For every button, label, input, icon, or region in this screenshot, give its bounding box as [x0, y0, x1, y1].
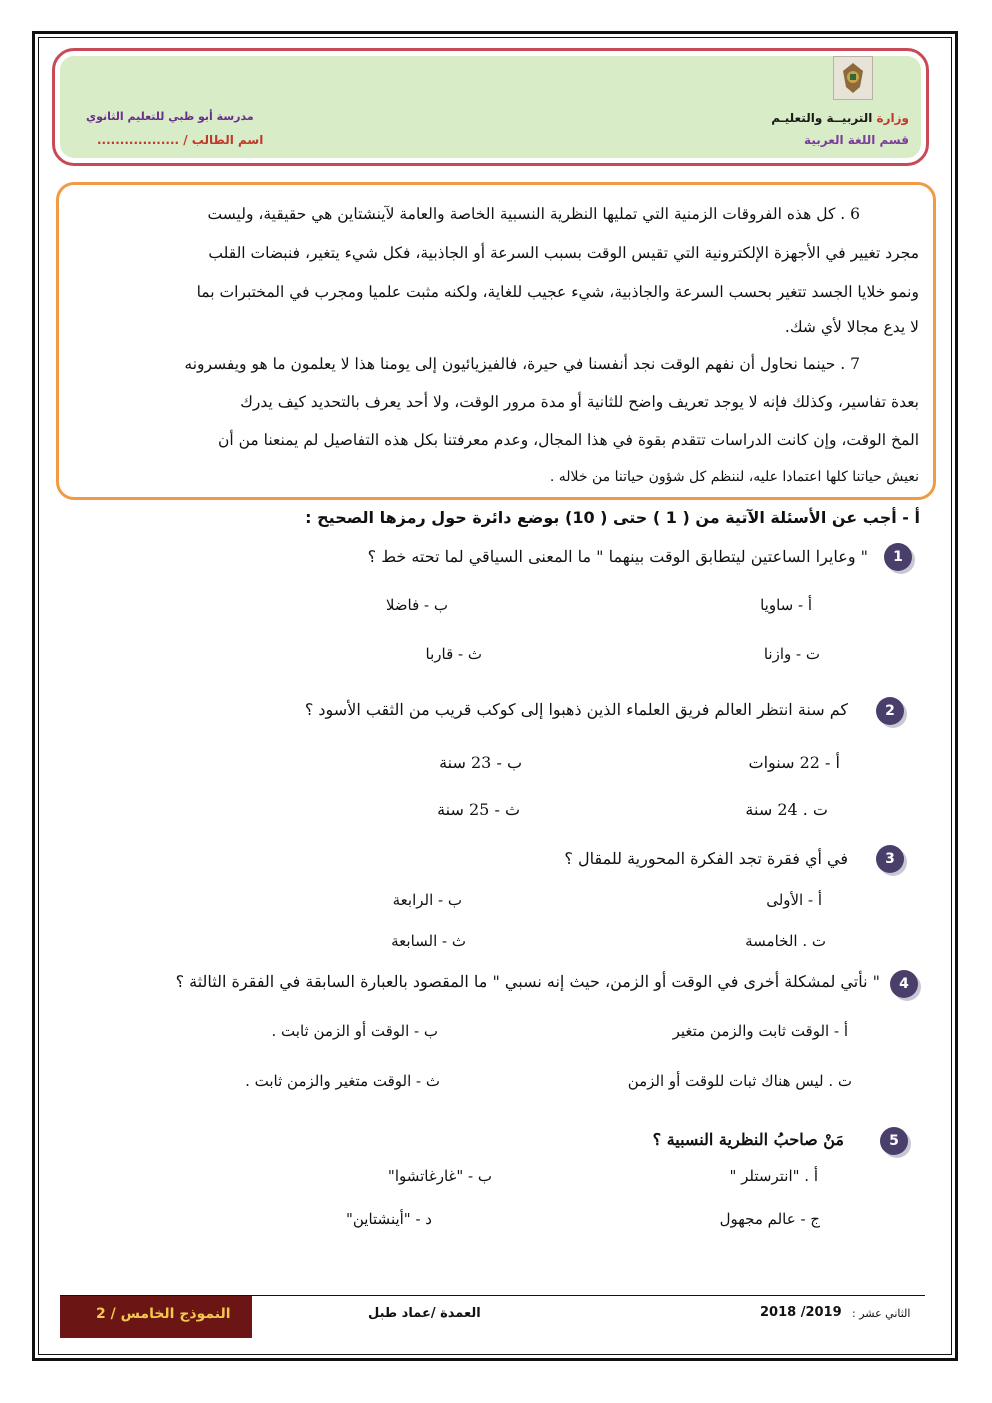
- question-number-badge: 2: [876, 697, 904, 725]
- passage-line: 6 . كل هذه الفروقات الزمنية التي تمليها النظرية النسبية الخاصة والعامة لآينشتاين هي حقيقية، وليست: [207, 205, 860, 223]
- school-name: مدرسة أبو ظبي للتعليم الثانوي: [86, 110, 254, 123]
- option-a[interactable]: أ . "انترستلر ": [729, 1167, 818, 1185]
- model-label: النموذج الخامس / 2: [96, 1306, 231, 1322]
- option-c[interactable]: ت - وازنا: [763, 645, 820, 663]
- ministry-education: التربيــة والتعليـم: [771, 111, 873, 125]
- question-number-badge: 4: [890, 970, 918, 998]
- option-a[interactable]: أ - ساويا: [760, 596, 812, 614]
- question-number-badge: 5: [880, 1127, 908, 1155]
- option-b[interactable]: ب - الوقت أو الزمن ثابت .: [271, 1022, 438, 1040]
- option-d[interactable]: ث - قاربا: [425, 645, 482, 663]
- option-c[interactable]: ت . ليس هناك ثبات للوقت أو الزمن: [627, 1072, 852, 1090]
- question-text: في أي فقرة تجد الفكرة المحورية للمقال ؟: [564, 849, 848, 868]
- question-text: كم سنة انتظر العالم فريق العلماء الذين ذهبوا إلى كوكب قريب من الثقب الأسود ؟: [304, 700, 848, 719]
- instructions-heading: أ - أجب عن الأسئلة الآتية من ( 1 ) حتى ( 10) بوضع دائرة حول رمزها الصحيح :: [305, 508, 920, 527]
- option-a[interactable]: أ - 22 سنوات: [748, 753, 840, 772]
- option-c[interactable]: ج - عالم مجهول: [719, 1210, 820, 1228]
- option-d[interactable]: ث - 25 سنة: [437, 800, 520, 819]
- question-number-badge: 1: [884, 543, 912, 571]
- grade-label: الثاني عشر :: [852, 1307, 911, 1320]
- passage-line: نعيش حياتنا كلها اعتمادا عليه، لننظم كل شؤون حياتنا من خلاله .: [549, 469, 919, 485]
- reading-passage: [56, 182, 936, 500]
- option-d[interactable]: ث - السابعة: [391, 932, 466, 950]
- option-a[interactable]: أ - الوقت ثابت والزمن متغير: [672, 1022, 848, 1040]
- option-d[interactable]: د - "أينشتاين": [345, 1210, 432, 1228]
- passage-line: ونمو خلايا الجسد تتغير بحسب السرعة والجاذبية، شيء عجيب للغاية، ولكنه مثبت علميا ومجرب في المختبرات بما: [196, 283, 919, 301]
- option-b[interactable]: ب - "غارغاتشوا": [387, 1167, 492, 1185]
- option-b[interactable]: ب - فاضلا: [385, 596, 448, 614]
- question-number-badge: 3: [876, 845, 904, 873]
- ministry-title: [771, 111, 909, 125]
- option-b[interactable]: ب - الرابعة: [392, 891, 462, 909]
- option-c[interactable]: ت . 24 سنة: [745, 800, 828, 819]
- department-label: قسم اللغة العربية: [804, 133, 909, 147]
- school-year: 2018 /2019: [760, 1305, 842, 1320]
- question-text: " نأتي لمشكلة أخرى في الوقت أو الزمن، حيث إنه نسبي " ما المقصود بالعبارة السابقة في الفقرة الثالثة ؟: [175, 972, 880, 991]
- emblem-icon: [833, 56, 873, 100]
- student-name-field[interactable]: اسم الطالب / ..................: [97, 133, 264, 147]
- question-text: مَنْ صاحبُ النظرية النسبية ؟: [652, 1130, 844, 1149]
- option-c[interactable]: ت . الخامسة: [745, 932, 826, 950]
- ministry-word: وزارة: [876, 111, 909, 125]
- passage-line: 7 . حينما نحاول أن نفهم الوقت نجد أنفسنا في حيرة، فالفيزيائيون إلى يومنا هذا لا يعلمون ما هو ويفسرونه: [184, 355, 860, 373]
- option-a[interactable]: أ - الأولى: [766, 891, 822, 909]
- passage-line: بعدة تفاسير، وكذلك فإنه لا يوجد تعريف واضح للثانية أو مدة مرور الوقت، ولا أحد يعرف بالتحديد كيف يدرك: [240, 393, 919, 411]
- author-label: العمدة /عماد طبل: [368, 1306, 481, 1321]
- option-b[interactable]: ب - 23 سنة: [439, 753, 522, 772]
- passage-line: مجرد تغيير في الأجهزة الإلكترونية التي تقيس الوقت بسبب السرعة أو الجاذبية، فكل شيء يتغير، فنبضات القلب: [208, 244, 919, 262]
- option-d[interactable]: ث - الوقت متغير والزمن ثابت .: [245, 1072, 440, 1090]
- question-text: " وعايرا الساعتين ليتطابق الوقت بينهما " ما المعنى السياقي لما تحته خط ؟: [367, 547, 868, 566]
- passage-line: المخ الوقت، وإن كانت الدراسات تتقدم بقوة في هذا المجال، وعدم معرفتنا بكل هذه التفاصيل لم يمنعنا من أن: [217, 431, 919, 449]
- passage-line: لا يدع مجالا لأي شك.: [784, 318, 919, 336]
